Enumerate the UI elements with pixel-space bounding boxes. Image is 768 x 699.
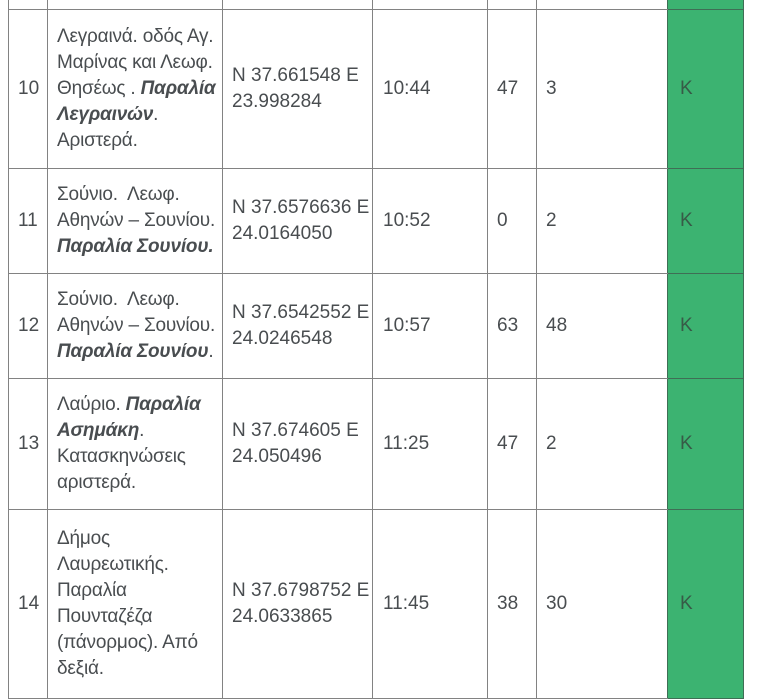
row-number-cell: 14	[9, 510, 48, 699]
location-description-cell	[48, 0, 223, 10]
row-number-cell: 10	[9, 10, 48, 169]
table-row	[9, 510, 744, 699]
count1-cell: 63	[488, 274, 537, 379]
coordinates-cell	[223, 0, 373, 10]
count1-cell: 0	[488, 169, 537, 274]
row-number-cell: 13	[9, 379, 48, 510]
location-description-cell	[48, 274, 223, 379]
beach-name-emphasis: Παραλία Ασημάκη	[57, 394, 201, 441]
partial-row-top	[9, 0, 744, 10]
coordinates-cell: N 37.6542552 E 24.0246548	[223, 274, 373, 379]
status-cell: Κ	[668, 274, 744, 379]
table-row	[9, 169, 744, 274]
beach-name-emphasis: Παραλία Λεγραινών	[57, 78, 216, 125]
count1-cell: 47	[488, 10, 537, 169]
location-description-cell	[48, 379, 223, 510]
count1-cell: 47	[488, 379, 537, 510]
description-text: . Αριστερά.	[57, 104, 159, 151]
beach-survey-table	[8, 0, 744, 699]
row-number-cell: 12	[9, 274, 48, 379]
beach-name-emphasis: Παραλία Σουνίου.	[57, 236, 214, 257]
count-cell	[537, 0, 668, 10]
coordinates-cell: N 37.6798752 E 24.0633865	[223, 510, 373, 699]
count1-cell: 38	[488, 510, 537, 699]
count2-cell: 2	[537, 379, 668, 510]
time-cell: 11:25	[373, 379, 488, 510]
row-number-cell: 11	[9, 169, 48, 274]
count-cell	[488, 0, 537, 10]
table-row	[9, 10, 744, 169]
time-cell: 10:57	[373, 274, 488, 379]
status-cell: Κ	[668, 10, 744, 169]
description-text: Λαύριο.	[57, 394, 126, 415]
status-cell: Κ	[668, 510, 744, 699]
description-text: Σούνιο. Λεωφ. Αθηνών – Σουνίου.	[57, 184, 216, 231]
description-text: . Κατασκηνώσεις αριστερά.	[57, 420, 186, 493]
description-text: Σούνιο. Λεωφ. Αθηνών – Σουνίου.	[57, 289, 216, 336]
beach-name-emphasis: Παραλία Σουνίου	[57, 341, 209, 362]
time-cell	[373, 0, 488, 10]
row-number-cell	[9, 0, 48, 10]
count2-cell: 3	[537, 10, 668, 169]
location-description-cell	[48, 510, 223, 699]
table-row	[9, 379, 744, 510]
location-description-cell	[48, 169, 223, 274]
count2-cell: 30	[537, 510, 668, 699]
status-cell	[668, 0, 744, 10]
coordinates-cell: N 37.661548 E 23.998284	[223, 10, 373, 169]
description-text: .	[208, 341, 214, 362]
time-cell: 10:44	[373, 10, 488, 169]
status-cell: Κ	[668, 379, 744, 510]
description-text: Λεγραινά. οδός Αγ. Μαρίνας και Λεωφ. Θησέως .	[57, 26, 214, 99]
coordinates-cell: N 37.674605 E 24.050496	[223, 379, 373, 510]
location-description-cell	[48, 10, 223, 169]
description-text: Δήμος Λαυρεωτικής. Παραλία Πουνταζέζα (πάνορμος). Από δεξιά.	[57, 528, 198, 679]
time-cell: 10:52	[373, 169, 488, 274]
status-cell: Κ	[668, 169, 744, 274]
count2-cell: 48	[537, 274, 668, 379]
table-row	[9, 274, 744, 379]
count2-cell: 2	[537, 169, 668, 274]
coordinates-cell: N 37.6576636 E 24.0164050	[223, 169, 373, 274]
time-cell: 11:45	[373, 510, 488, 699]
